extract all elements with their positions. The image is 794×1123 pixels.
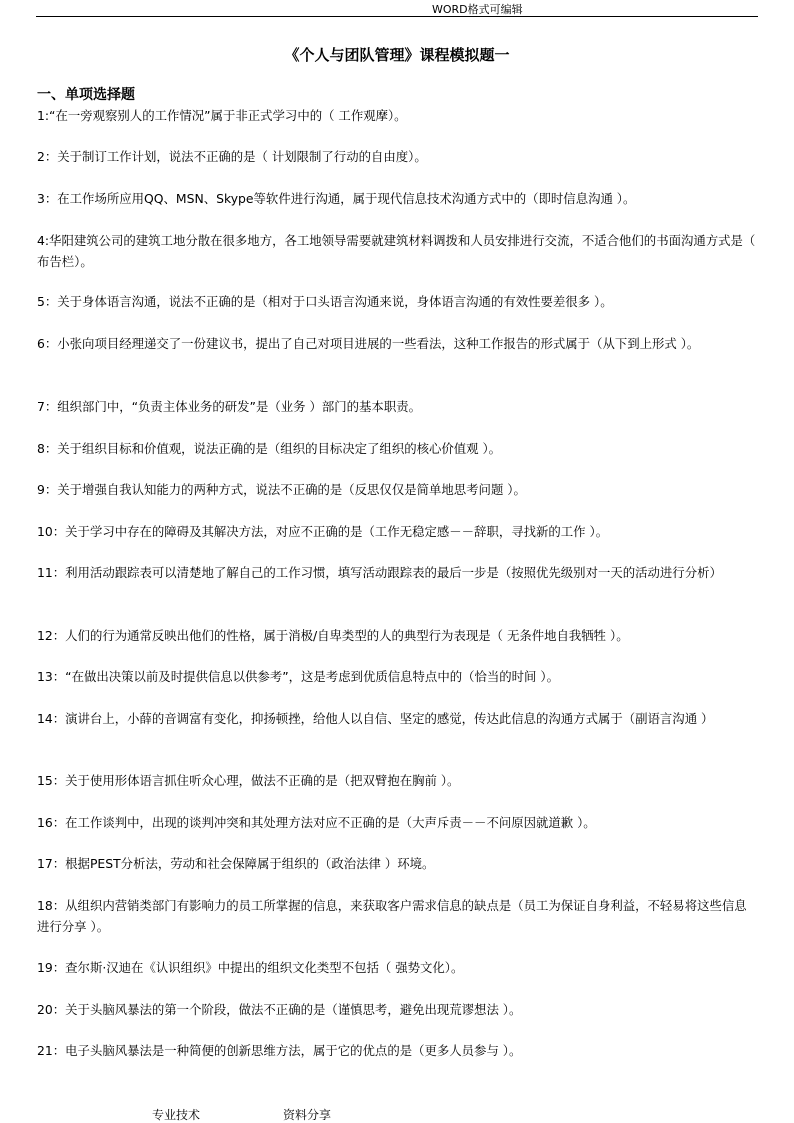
question-10: 10：关于学习中存在的障碍及其解决方法，对应不正确的是（工作无稳定感－－辞职，寻找新的工作 ）。 (37, 524, 609, 539)
question-17: 17：根据PEST分析法，劳动和社会保障属于组织的（政治法律 ）环境。 (37, 856, 435, 871)
question-15: 15：关于使用形体语言抓住听众心理，做法不正确的是（把双臂抱在胸前 ）。 (37, 773, 460, 788)
question-9: 9：关于增强自我认知能力的两种方式，说法不正确的是（反思仅仅是简单地思考问题 ）。 (37, 482, 526, 497)
question-20: 20：关于头脑风暴法的第一个阶段，做法不正确的是（谨慎思考，避免出现荒谬想法 ）。 (37, 1002, 522, 1017)
page-header-text: WORD格式可编辑 (432, 3, 523, 16)
question-4: 4:华阳建筑公司的建筑工地分散在很多地方，各工地领导需要就建筑材料调拨和人员安排进行交流，不适合他们的书面沟通方式是（ 布告栏）。 (37, 233, 756, 269)
question-2: 2：关于制订工作计划，说法不正确的是（ 计划限制了行动的自由度）。 (37, 149, 427, 164)
question-12: 12：人们的行为通常反映出他们的性格，属于消极/自卑类型的人的典型行为表现是（ 无条件地自我牺牲 ）。 (37, 628, 629, 643)
question-6: 6：小张向项目经理递交了一份建议书，提出了自己对项目进展的一些看法，这种工作报告的形式属于（从下到上形式 ）。 (37, 336, 700, 351)
question-11: 11：利用活动跟踪表可以清楚地了解自己的工作习惯，填写活动跟踪表的最后一步是（按照优先级别对一天的活动进行分析） (37, 565, 722, 580)
question-3: 3：在工作场所应用QQ、MSN、Skype等软件进行沟通，属于现代信息技术沟通方式中的（即时信息沟通 ）。 (37, 191, 636, 206)
question-21: 21：电子头脑风暴法是一种简便的创新思维方法，属于它的优点的是（更多人员参与 ）。 (37, 1043, 522, 1058)
question-1: 1:“在一旁观察别人的工作情况”属于非正式学习中的（ 工作观摩）。 (37, 108, 407, 123)
question-8: 8：关于组织目标和价值观，说法正确的是（组织的目标决定了组织的核心价值观 ）。 (37, 441, 502, 456)
question-14: 14：演讲台上，小薛的音调富有变化，抑扬顿挫，给他人以自信、坚定的感觉，传达此信息的沟通方式属于（副语言沟通 ） (37, 711, 714, 726)
footer-left-text: 专业技术 (152, 1108, 201, 1122)
question-5: 5：关于身体语言沟通，说法不正确的是（相对于口头语言沟通来说，身体语言沟通的有效性要差很多 ）。 (37, 294, 613, 309)
section-heading: 一、单项选择题 (37, 87, 135, 103)
question-7: 7：组织部门中，“负责主体业务的研发”是（业务 ）部门的基本职责。 (37, 399, 421, 414)
question-13: 13：“在做出决策以前及时提供信息以供参考”，这是考虑到优质信息特点中的（恰当的时间 ）。 (37, 669, 559, 684)
question-18: 18：从组织内营销类部门有影响力的员工所掌握的信息，来获取客户需求信息的缺点是（员工为保证自身利益，不轻易将这些信息进行分享 ）。 (37, 898, 747, 934)
header-divider (36, 16, 758, 17)
document-title: 《个人与团队管理》课程模拟题一 (284, 46, 510, 64)
question-16: 16：在工作谈判中，出现的谈判冲突和其处理方法对应不正确的是（大声斥责－－不问原因就道歉 ）。 (37, 815, 596, 830)
footer-right-text: 资料分享 (283, 1108, 332, 1122)
question-19: 19：查尔斯·汉迪在《认识组织》中提出的组织文化类型不包括（ 强势文化）。 (37, 960, 464, 975)
